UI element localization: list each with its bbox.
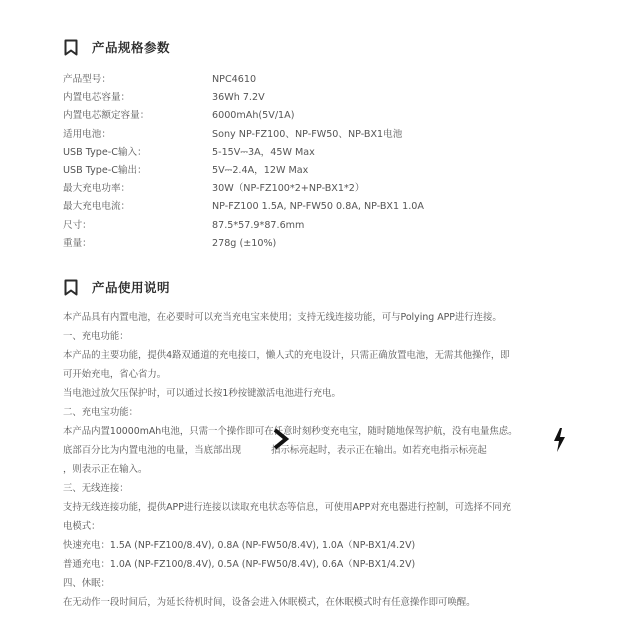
spec-table: [63, 71, 603, 253]
usage-line: 二、充电宝功能：: [63, 407, 139, 418]
usage-line: 四、休眠：: [63, 578, 110, 589]
spec-value: 5-15V⎓3A，45W Max: [212, 146, 315, 158]
spec-label: 尺寸：: [63, 219, 92, 231]
spec-row: [63, 217, 603, 235]
usage-line: 本产品的主要功能，提供4路双通道的充电接口，懒人式的充电设计，只需正确放置电池，无需其他操作，即: [63, 350, 510, 361]
spec-value: 30W（NP-FZ100*2+NP-BX1*2）: [212, 183, 365, 195]
usage-line-mixed: [63, 441, 588, 460]
spec-value: 36Wh 7.2V: [212, 92, 265, 104]
spec-row: [63, 144, 603, 162]
output-arrow-icon: [272, 428, 290, 454]
spec-value: NPC4610: [212, 74, 257, 85]
spec-row: [63, 89, 603, 107]
spec-label: 产品型号：: [63, 74, 111, 85]
usage-text: [63, 308, 588, 612]
spec-label: 最大充电功率：: [63, 183, 131, 195]
spec-label: 内置电芯容量：: [63, 92, 131, 104]
specs-title: 产品规格参数: [92, 40, 171, 55]
spec-value: 278g (±10%): [212, 237, 277, 249]
usage-line: 支持无线连接功能，提供APP进行连接以读取充电状态等信息，可使用APP对充电器进行控制，可选择不同充: [63, 502, 511, 513]
usage-line: 电模式：: [63, 521, 101, 532]
specs-header: [64, 38, 170, 56]
spec-row: [63, 107, 603, 125]
spec-value: 87.5*57.9*87.6mm: [212, 219, 305, 231]
usage-line: 三、无线连接：: [63, 483, 129, 494]
usage-header: [64, 278, 170, 296]
spec-label: USB Type-C输出：: [63, 164, 147, 176]
spec-label: USB Type-C输入：: [63, 146, 147, 158]
spec-value: 5V⎓2.4A，12W Max: [212, 164, 309, 176]
usage-line: 快速充电：1.5A (NP-FZ100/8.4V), 0.8A (NP-FW50/8.4V), 1.0A（NP-BX1/4.2V): [63, 540, 416, 551]
spec-value: 6000mAh(5V/1A): [212, 110, 295, 122]
spec-value: NP-FZ100 1.5A, NP-FW50 0.8A, NP-BX1 1.0A: [212, 201, 424, 213]
spec-value: Sony NP-FZ100、NP-FW50、NP-BX1电池: [212, 128, 403, 140]
spec-label: 重量：: [63, 237, 92, 249]
usage-title: 产品使用说明: [92, 280, 171, 295]
spec-label: 适用电池：: [63, 128, 111, 140]
spec-row: [63, 126, 603, 144]
spec-row: [63, 180, 603, 198]
spec-row: [63, 235, 603, 253]
spec-label: 最大充电电流：: [63, 201, 131, 213]
usage-line: ，则表示正在输入。: [63, 464, 148, 475]
usage-line: 在无动作一段时间后，为延长待机时间，设备会进入休眠模式，在休眠模式时有任意操作即可唤醒。: [63, 597, 476, 608]
spec-row: [63, 198, 603, 216]
usage-line: 一、充电功能：: [63, 331, 129, 342]
spec-label: 内置电芯额定容量：: [63, 110, 150, 122]
spec-row: [63, 162, 603, 180]
bookmark-icon: [64, 39, 78, 56]
usage-line: 本产品内置10000mAh电池，只需一个操作即可在任意时刻秒变充电宝，随时随地保驾护航，没有电量焦虑。: [63, 426, 518, 437]
bookmark-icon: [64, 279, 78, 296]
usage-line: 普通充电：1.0A (NP-FZ100/8.4V), 0.5A (NP-FW50/8.4V), 0.6A（NP-BX1/4.2V): [63, 559, 416, 570]
usage-fragment: 指示标亮起时，表示正在输出。如若充电指示标亮起: [271, 445, 487, 456]
usage-line: 本产品具有内置电池，在必要时可以充当充电宝来使用；支持无线连接功能，可与Polying APP进行连接。: [63, 312, 502, 323]
lightning-icon: [551, 427, 567, 457]
spec-row: [63, 71, 603, 89]
usage-line: 可开始充电，省心省力。: [63, 369, 167, 380]
usage-fragment: 底部百分比为内置电池的电量，当底部出现: [63, 445, 242, 456]
usage-line: 当电池过放欠压保护时，可以通过长按1秒按键激活电池进行充电。: [63, 388, 341, 399]
